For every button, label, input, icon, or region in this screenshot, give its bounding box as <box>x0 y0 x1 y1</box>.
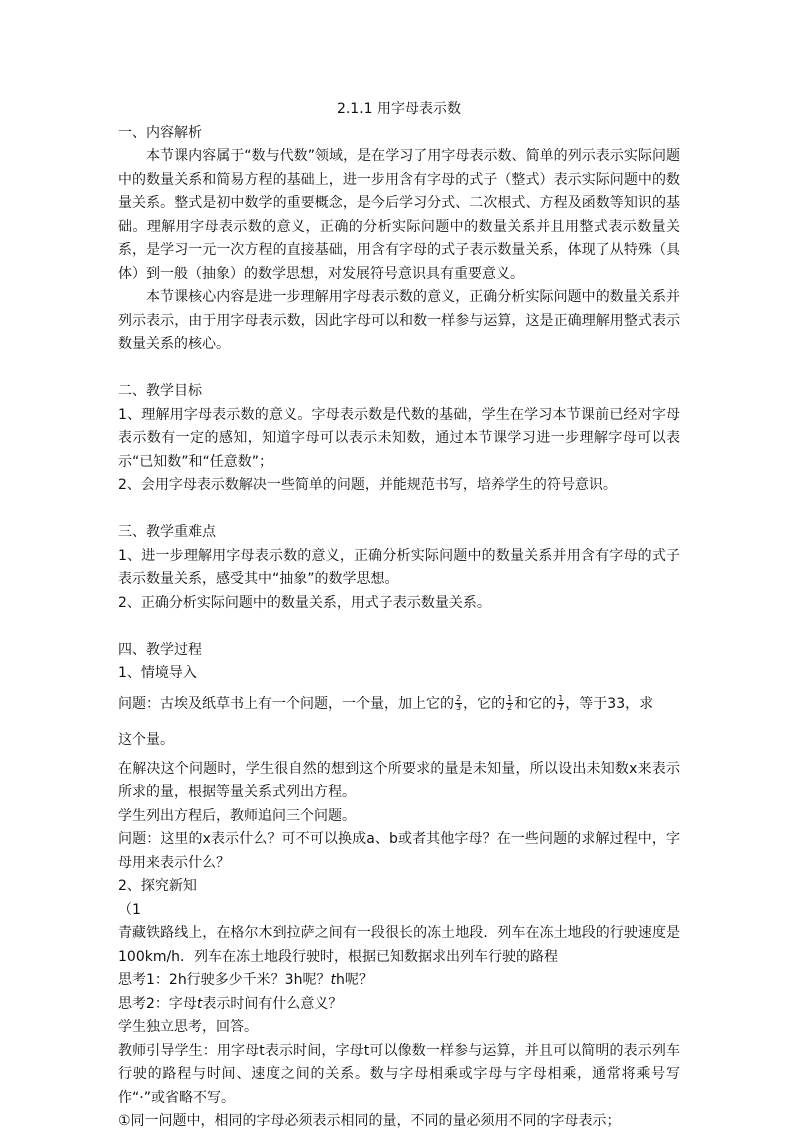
problem-text: 问题：古埃及纸草书上有一个问题，一个量，加上它的 <box>118 695 454 712</box>
fraction-denominator: 2 <box>507 703 513 712</box>
variable-t: t <box>330 972 336 988</box>
document-page <box>118 98 680 1134</box>
section-heading-content-analysis: 一、内容解析 <box>118 124 202 141</box>
fraction-numerator: 1 <box>558 694 564 703</box>
fraction-numerator: 2 <box>456 694 462 703</box>
paragraph: 学生列出方程后，教师追问三个问题。 <box>118 807 356 824</box>
section-heading-key-points: 三、教学重难点 <box>118 524 216 540</box>
question-text: h呢？ <box>335 972 373 988</box>
paragraph: 问题：这里的x表示什么？可不可以换成a、b或者其他字母？在一些问题的求解过程中，字母用来表示什么？ <box>118 831 680 871</box>
paragraph: 教师引导学生：用字母t表示时间，字母t可以像数一样参与运算，并且可以简明的表示列车行驶的路程与时间、速度之间的关系。数与字母相乘或字母与字母相乘，通常将乘号写作“·”或省略不写。 <box>118 1042 680 1106</box>
question-text: 思考1：2h行驶多少千米？3h呢？ <box>118 972 331 988</box>
problem-statement <box>118 686 680 722</box>
variable-t: t <box>196 995 203 1012</box>
spacer <box>118 357 680 381</box>
thinking-question-2 <box>118 993 680 1017</box>
subsection-heading: 1、情境导入 <box>118 665 197 681</box>
document-title: 2.1.1 用字母表示数 <box>336 101 462 117</box>
fraction-numerator: 1 <box>507 694 513 703</box>
fraction <box>506 695 513 712</box>
problem-text: 和它的 <box>514 695 557 712</box>
spacer <box>118 498 680 522</box>
problem-text: ，等于33，求 <box>565 695 654 712</box>
fraction <box>455 695 462 712</box>
problem-statement-continued: 这个量。 <box>118 731 174 748</box>
fraction-denominator: 7 <box>558 703 564 712</box>
fraction-denominator: 3 <box>456 703 462 712</box>
list-item: 1、进一步理解用字母表示数的意义，正确分析实际问题中的数量关系并用含有字母的式子表示数量关系，感受其中“抽象”的数学思想。 <box>118 547 680 587</box>
paragraph: 青藏铁路线上，在格尔木到拉萨之间有一段很长的冻土地段．列车在冻土地段的行驶速度是100km/h．列车在冻土地段行驶时，根据已知数据求出列车行驶的路程 <box>118 925 680 965</box>
paragraph: ①同一问题中，相同的字母必须表示相同的量，不同的量必须用不同的字母表示； <box>118 1113 621 1129</box>
paragraph: 本节课核心内容是进一步理解用字母表示数的意义，正确分析实际问题中的数量关系并列示表示，由于用字母表示数，因此字母可以和数一样参与运算，这是正确理解用整式表示数量关系的核心。 <box>118 289 680 352</box>
paragraph: 在解决这个问题时，学生很自然的想到这个所要求的量是未知量，所以设出未知数x来表示所求的量，根据等量关系式列出方程。 <box>118 760 680 800</box>
problem-text: ，它的 <box>463 695 506 712</box>
list-item: 2、会用字母表示数解决一些简单的问题，并能规范书写，培养学生的符号意识。 <box>118 477 617 493</box>
paragraph: 学生独立思考，回答。 <box>118 1019 258 1035</box>
question-text: 思考2：字母 <box>118 995 197 1012</box>
fraction <box>557 695 564 712</box>
list-item: 2、正确分析实际问题中的数量关系，用式子表示数量关系。 <box>118 594 491 611</box>
question-text: 表示时间有什么意义？ <box>202 995 343 1012</box>
paren-marker: （1 <box>118 901 141 918</box>
subsection-heading: 2、探究新知 <box>118 878 197 894</box>
section-heading-teaching-process: 四、教学过程 <box>118 641 202 658</box>
spacer <box>118 615 680 639</box>
paragraph: 本节课内容属于“数与代数”领域，是在学习了用字母表示数、简单的列示表示实际问题中的数量关系和简易方程的基础上，进一步用含有字母的式子（整式）表示实际问题中的数量关系。整式是初中数学的重要概念，是今后学习分式、二次根式、方程及函数等知识的基础。理解用字母表示数的意义，正确的分析实际问题中的数量关系并且用整式表示数量关系，是学习一元一次方程的直接基础，用含有字母的式子表示数量关系，体现了从特殊（具体）到一般（抽象）的数学思想，对发展符号意识具有重要意义。 <box>118 148 680 282</box>
thinking-question-1 <box>118 969 680 993</box>
section-heading-teaching-goals: 二、教学目标 <box>118 383 202 399</box>
list-item: 1、理解用字母表示数的意义。字母表示数是代数的基础，学生在学习本节课前已经对字母表示数有一定的感知，知道字母可以表示未知数，通过本节课学习进一步理解字母可以表示“已知数”和“任意数”； <box>118 406 680 470</box>
